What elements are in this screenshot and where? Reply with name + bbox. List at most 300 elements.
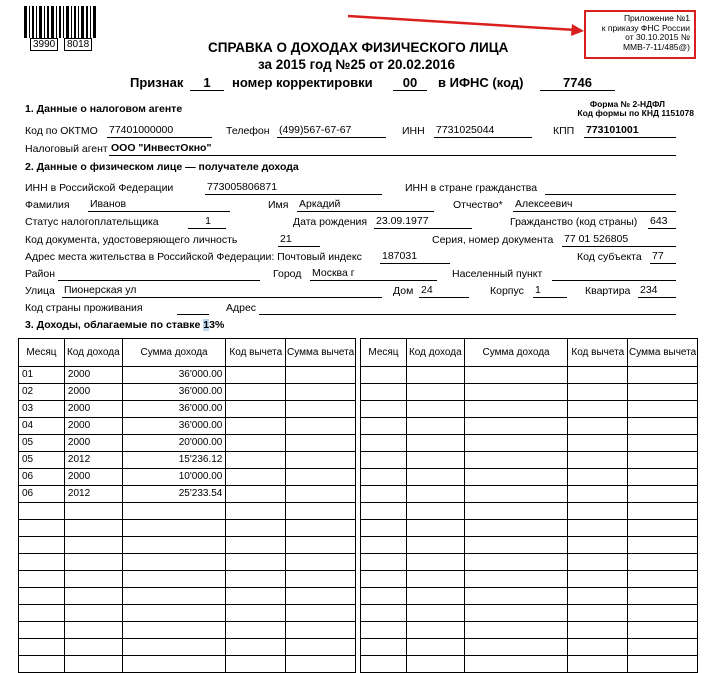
- citizenship-value: 643: [648, 215, 676, 229]
- cell-month: 02: [19, 384, 65, 401]
- table-row: [19, 571, 356, 588]
- table-row: [19, 452, 356, 469]
- table-header-row: [361, 339, 698, 367]
- agent-name-value: ООО "ИнвестОкно": [109, 142, 676, 156]
- cell-deduction-code: [226, 656, 286, 673]
- building-value: 1: [533, 284, 567, 298]
- cell-income-code: [64, 639, 122, 656]
- inn-foreign-label: ИНН в стране гражданства: [405, 182, 538, 194]
- cell-income-sum: [464, 452, 568, 469]
- cell-deduction-code: [568, 622, 628, 639]
- col-deduction-code: Код вычета: [568, 339, 628, 367]
- table-row: [361, 554, 698, 571]
- cell-month: [361, 537, 407, 554]
- cell-deduction-code: [226, 605, 286, 622]
- cell-deduction-sum: [286, 554, 356, 571]
- cell-deduction-sum: [286, 520, 356, 537]
- locality-value: [552, 267, 676, 281]
- cell-month: 01: [19, 367, 65, 384]
- section-person-title: 2. Данные о физическом лице — получателе дохода: [25, 161, 299, 173]
- cell-deduction-sum: [628, 571, 698, 588]
- cell-income-sum: [122, 520, 226, 537]
- barcode-number-right: 8018: [64, 38, 92, 51]
- cell-month: [19, 554, 65, 571]
- table-row: [361, 639, 698, 656]
- table-row: [19, 367, 356, 384]
- table-row: [19, 639, 356, 656]
- cell-deduction-sum: [286, 367, 356, 384]
- table-row: [361, 503, 698, 520]
- cell-income-sum: [464, 418, 568, 435]
- cell-income-sum: [464, 656, 568, 673]
- district-value: [58, 267, 260, 281]
- cell-month: [361, 486, 407, 503]
- table-row: [19, 554, 356, 571]
- cell-month: [361, 503, 407, 520]
- cell-income-sum: 10'000.00: [122, 469, 226, 486]
- cell-deduction-code: [226, 622, 286, 639]
- table-row: [361, 435, 698, 452]
- kpp-value: 773101001: [584, 124, 676, 138]
- cell-income-sum: 20'000.00: [122, 435, 226, 452]
- cell-income-sum: [464, 571, 568, 588]
- inn-foreign-value: [545, 181, 676, 195]
- annotation-arrow-icon: [340, 8, 590, 38]
- cell-income-sum: [464, 469, 568, 486]
- cell-deduction-sum: [286, 401, 356, 418]
- cell-income-code: [406, 486, 464, 503]
- col-income-code: Код дохода: [406, 339, 464, 367]
- cell-deduction-sum: [286, 656, 356, 673]
- table-row: [361, 384, 698, 401]
- cell-income-sum: [464, 435, 568, 452]
- cell-month: [361, 520, 407, 537]
- cell-month: [361, 401, 407, 418]
- cell-income-code: [406, 571, 464, 588]
- patronymic-value: Алексеевич: [513, 198, 676, 212]
- cell-income-code: [406, 452, 464, 469]
- cell-deduction-code: [568, 367, 628, 384]
- cell-income-code: [406, 605, 464, 622]
- table-row: [19, 537, 356, 554]
- cell-month: 05: [19, 435, 65, 452]
- cell-month: [361, 571, 407, 588]
- cell-deduction-code: [226, 537, 286, 554]
- knd-code: Код формы по КНД 1151078: [577, 108, 694, 118]
- cell-income-sum: 36'000.00: [122, 367, 226, 384]
- city-label: Город: [273, 268, 302, 280]
- doc-number-label: Серия, номер документа: [432, 234, 554, 246]
- cell-deduction-code: [568, 384, 628, 401]
- cell-deduction-code: [226, 520, 286, 537]
- flat-value: 234: [638, 284, 676, 298]
- cell-month: [361, 384, 407, 401]
- col-income-sum: Сумма дохода: [464, 339, 568, 367]
- cell-deduction-code: [568, 418, 628, 435]
- table-row: [361, 367, 698, 384]
- table-row: [19, 486, 356, 503]
- cell-month: 04: [19, 418, 65, 435]
- doc-code-label: Код документа, удостоверяющего личность: [25, 234, 238, 246]
- annotation-text: Приложение №1 к приказу ФНС России от 30.10.2015 № ММВ-7-11/485@): [601, 13, 690, 52]
- cell-income-sum: [464, 384, 568, 401]
- address2-label: Адрес: [226, 302, 257, 314]
- cell-deduction-code: [568, 639, 628, 656]
- cell-deduction-code: [226, 367, 286, 384]
- house-value: 24: [419, 284, 469, 298]
- agent-inn-value: 7731025044: [434, 124, 532, 138]
- table-row: [361, 605, 698, 622]
- street-label: Улица: [25, 285, 55, 297]
- cell-income-code: 2000: [64, 401, 122, 418]
- cell-income-sum: [122, 503, 226, 520]
- cell-income-code: [64, 656, 122, 673]
- cell-income-code: [406, 537, 464, 554]
- cell-deduction-sum: [628, 520, 698, 537]
- cell-deduction-code: [568, 401, 628, 418]
- table-row: [19, 588, 356, 605]
- cell-income-sum: 15'236.12: [122, 452, 226, 469]
- patronymic-label: Отчество*: [453, 199, 503, 211]
- cell-income-code: [64, 588, 122, 605]
- cell-month: [361, 435, 407, 452]
- address2-value: [259, 301, 676, 315]
- cell-income-sum: [464, 401, 568, 418]
- cell-income-sum: [122, 537, 226, 554]
- barcode-number-left: 3990: [30, 38, 58, 51]
- income-table-left: [18, 338, 356, 673]
- cell-income-code: [406, 639, 464, 656]
- cell-deduction-code: [568, 588, 628, 605]
- cell-income-sum: [464, 622, 568, 639]
- cell-deduction-code: [568, 537, 628, 554]
- page-title: СПРАВКА О ДОХОДАХ ФИЗИЧЕСКОГО ЛИЦА: [208, 40, 509, 55]
- cell-income-sum: [122, 622, 226, 639]
- cell-month: [361, 605, 407, 622]
- col-deduction-sum: Сумма вычета: [286, 339, 356, 367]
- table-row: [19, 520, 356, 537]
- phone-label: Телефон: [226, 125, 270, 137]
- inn-rf-value: 773005806871: [205, 181, 382, 195]
- locality-label: Населенный пункт: [452, 268, 543, 280]
- cell-month: [19, 588, 65, 605]
- rate-highlight: 1: [203, 319, 210, 331]
- cell-income-sum: 36'000.00: [122, 384, 226, 401]
- cell-income-sum: [464, 367, 568, 384]
- cell-deduction-sum: [628, 537, 698, 554]
- cell-income-code: [406, 622, 464, 639]
- table-header-row: [19, 339, 356, 367]
- cell-deduction-sum: [286, 622, 356, 639]
- country-label: Код страны проживания: [25, 302, 143, 314]
- agent-inn-label: ИНН: [402, 125, 425, 137]
- cell-income-sum: [122, 571, 226, 588]
- cell-deduction-code: [568, 469, 628, 486]
- cell-income-sum: [122, 656, 226, 673]
- cell-month: [19, 571, 65, 588]
- cell-month: [361, 622, 407, 639]
- first-name-label: Имя: [268, 199, 289, 211]
- cell-deduction-sum: [628, 384, 698, 401]
- cell-deduction-sum: [628, 367, 698, 384]
- corr-label: номер корректировки: [232, 75, 373, 90]
- cell-month: [19, 503, 65, 520]
- cell-income-code: [406, 520, 464, 537]
- cell-deduction-sum: [628, 588, 698, 605]
- cell-income-sum: [464, 605, 568, 622]
- cell-deduction-code: [568, 435, 628, 452]
- inn-rf-label: ИНН в Российской Федерации: [25, 182, 174, 194]
- table-row: [361, 418, 698, 435]
- cell-deduction-sum: [286, 435, 356, 452]
- sign-value: 1: [190, 75, 224, 91]
- oktmo-value: 77401000000: [107, 124, 212, 138]
- cell-income-code: [64, 503, 122, 520]
- col-deduction-sum: Сумма вычета: [628, 339, 698, 367]
- cell-month: 06: [19, 469, 65, 486]
- cell-deduction-sum: [286, 605, 356, 622]
- barcode: [24, 6, 96, 38]
- cell-income-code: [64, 554, 122, 571]
- cell-deduction-code: [226, 554, 286, 571]
- table-row: [361, 571, 698, 588]
- doc-number-value: 77 01 526805: [562, 233, 676, 247]
- cell-income-code: [406, 656, 464, 673]
- cell-deduction-code: [226, 639, 286, 656]
- cell-deduction-sum: [286, 571, 356, 588]
- cell-month: [361, 367, 407, 384]
- cell-income-sum: [464, 520, 568, 537]
- cell-month: [361, 418, 407, 435]
- cell-income-code: [406, 401, 464, 418]
- cell-month: [361, 469, 407, 486]
- cell-month: 03: [19, 401, 65, 418]
- cell-income-code: [406, 435, 464, 452]
- flat-label: Квартира: [585, 285, 631, 297]
- table-row: [361, 469, 698, 486]
- cell-income-code: [406, 367, 464, 384]
- cell-deduction-code: [226, 452, 286, 469]
- cell-month: [19, 639, 65, 656]
- cell-month: [361, 452, 407, 469]
- cell-deduction-code: [226, 486, 286, 503]
- region-label: Код субъекта: [577, 251, 642, 263]
- cell-deduction-sum: [628, 605, 698, 622]
- cell-deduction-code: [568, 605, 628, 622]
- cell-deduction-code: [568, 656, 628, 673]
- first-name-value: Аркадий: [297, 198, 434, 212]
- cell-income-code: [64, 520, 122, 537]
- col-income-sum: Сумма дохода: [122, 339, 226, 367]
- cell-income-sum: [464, 639, 568, 656]
- table-row: [361, 486, 698, 503]
- cell-income-code: [406, 503, 464, 520]
- table-row: [19, 503, 356, 520]
- cell-month: 06: [19, 486, 65, 503]
- cell-deduction-code: [568, 486, 628, 503]
- table-row: [361, 452, 698, 469]
- cell-deduction-sum: [628, 622, 698, 639]
- cell-income-code: 2000: [64, 367, 122, 384]
- cell-month: [361, 554, 407, 571]
- cell-income-code: [64, 571, 122, 588]
- cell-month: [19, 520, 65, 537]
- dob-label: Дата рождения: [293, 216, 368, 228]
- cell-deduction-code: [568, 520, 628, 537]
- cell-deduction-sum: [628, 656, 698, 673]
- table-row: [361, 537, 698, 554]
- cell-income-code: 2000: [64, 469, 122, 486]
- cell-deduction-sum: [628, 435, 698, 452]
- cell-income-code: [406, 418, 464, 435]
- cell-deduction-code: [226, 435, 286, 452]
- col-deduction-code: Код вычета: [226, 339, 286, 367]
- status-label: Статус налогоплательщика: [25, 216, 159, 228]
- cell-deduction-sum: [628, 503, 698, 520]
- district-label: Район: [25, 268, 55, 280]
- section-income-title: 3. Доходы, облагаемые по ставке 13%: [25, 319, 225, 331]
- cell-month: [19, 622, 65, 639]
- cell-deduction-sum: [286, 384, 356, 401]
- agent-name-label: Налоговый агент: [25, 143, 108, 155]
- cell-deduction-code: [226, 469, 286, 486]
- cell-income-sum: 36'000.00: [122, 401, 226, 418]
- cell-income-sum: [122, 639, 226, 656]
- cell-month: [361, 656, 407, 673]
- cell-income-sum: [464, 537, 568, 554]
- cell-income-code: 2000: [64, 435, 122, 452]
- cell-deduction-code: [226, 384, 286, 401]
- cell-income-sum: [464, 588, 568, 605]
- cell-deduction-sum: [628, 469, 698, 486]
- cell-income-code: 2012: [64, 452, 122, 469]
- cell-month: [19, 656, 65, 673]
- oktmo-label: Код по ОКТМО: [25, 125, 98, 137]
- kpp-label: КПП: [553, 125, 575, 137]
- cell-deduction-sum: [286, 503, 356, 520]
- cell-income-code: 2012: [64, 486, 122, 503]
- address-label: Адрес места жительства в Российской Федерации: Почтовый индекс: [25, 251, 362, 263]
- cell-income-sum: [122, 588, 226, 605]
- cell-income-code: [64, 605, 122, 622]
- table-row: [361, 656, 698, 673]
- region-value: 77: [650, 250, 676, 264]
- phone-value: (499)567-67-67: [277, 124, 386, 138]
- cell-income-code: [64, 622, 122, 639]
- sign-label: Признак: [130, 75, 184, 90]
- surname-value: Иванов: [88, 198, 230, 212]
- cell-deduction-code: [226, 588, 286, 605]
- table-row: [19, 435, 356, 452]
- form-number: Форма № 2-НДФЛ: [589, 99, 665, 109]
- cell-deduction-sum: [628, 554, 698, 571]
- cell-income-sum: 36'000.00: [122, 418, 226, 435]
- table-row: [361, 401, 698, 418]
- cell-deduction-sum: [628, 452, 698, 469]
- cell-deduction-sum: [286, 639, 356, 656]
- ifns-value: 7746: [540, 75, 615, 91]
- cell-deduction-sum: [286, 537, 356, 554]
- table-row: [19, 469, 356, 486]
- table-row: [19, 605, 356, 622]
- cell-deduction-sum: [628, 486, 698, 503]
- cell-income-sum: 25'233.54: [122, 486, 226, 503]
- cell-deduction-sum: [286, 469, 356, 486]
- citizenship-label: Гражданство (код страны): [510, 216, 638, 228]
- ifns-label: в ИФНС (код): [438, 75, 524, 90]
- dob-value: 23.09.1977: [374, 215, 472, 229]
- col-month: Месяц: [19, 339, 65, 367]
- cell-month: [19, 537, 65, 554]
- city-value: Москва г: [310, 267, 437, 281]
- surname-label: Фамилия: [25, 199, 70, 211]
- cell-income-code: [406, 384, 464, 401]
- cell-income-sum: [122, 605, 226, 622]
- cell-deduction-sum: [286, 418, 356, 435]
- cell-deduction-sum: [628, 639, 698, 656]
- table-row: [19, 384, 356, 401]
- cell-deduction-code: [568, 503, 628, 520]
- cell-income-code: [406, 588, 464, 605]
- cell-income-sum: [464, 486, 568, 503]
- income-table-right: [360, 338, 698, 673]
- section-agent-title: 1. Данные о налоговом агенте: [25, 103, 183, 115]
- table-row: [361, 520, 698, 537]
- cell-deduction-sum: [286, 588, 356, 605]
- table-row: [19, 401, 356, 418]
- table-row: [361, 622, 698, 639]
- cell-income-code: 2000: [64, 418, 122, 435]
- cell-income-code: [406, 554, 464, 571]
- house-label: Дом: [393, 285, 414, 297]
- building-label: Корпус: [490, 285, 524, 297]
- cell-month: [19, 605, 65, 622]
- status-value: 1: [188, 215, 226, 229]
- cell-deduction-sum: [628, 401, 698, 418]
- cell-income-code: [406, 469, 464, 486]
- cell-deduction-code: [226, 503, 286, 520]
- cell-income-code: 2000: [64, 384, 122, 401]
- year-line: за 2015 год №25 от 20.02.2016: [258, 57, 456, 72]
- cell-income-sum: [464, 554, 568, 571]
- street-value: Пионерская ул: [62, 284, 382, 298]
- cell-deduction-code: [568, 554, 628, 571]
- cell-deduction-sum: [286, 486, 356, 503]
- cell-deduction-code: [226, 571, 286, 588]
- table-row: [361, 588, 698, 605]
- cell-income-sum: [464, 503, 568, 520]
- cell-deduction-sum: [628, 418, 698, 435]
- table-row: [19, 622, 356, 639]
- table-row: [19, 418, 356, 435]
- doc-code-value: 21: [278, 233, 320, 247]
- postal-value: 187031: [380, 250, 450, 264]
- cell-deduction-code: [226, 401, 286, 418]
- cell-income-code: [64, 537, 122, 554]
- corr-value: 00: [393, 75, 427, 91]
- cell-deduction-sum: [286, 452, 356, 469]
- cell-income-sum: [122, 554, 226, 571]
- table-row: [19, 656, 356, 673]
- cell-deduction-code: [568, 452, 628, 469]
- col-month: Месяц: [361, 339, 407, 367]
- cell-month: [361, 639, 407, 656]
- country-value: [177, 301, 209, 315]
- col-income-code: Код дохода: [64, 339, 122, 367]
- cell-month: 05: [19, 452, 65, 469]
- cell-month: [361, 588, 407, 605]
- cell-deduction-code: [568, 571, 628, 588]
